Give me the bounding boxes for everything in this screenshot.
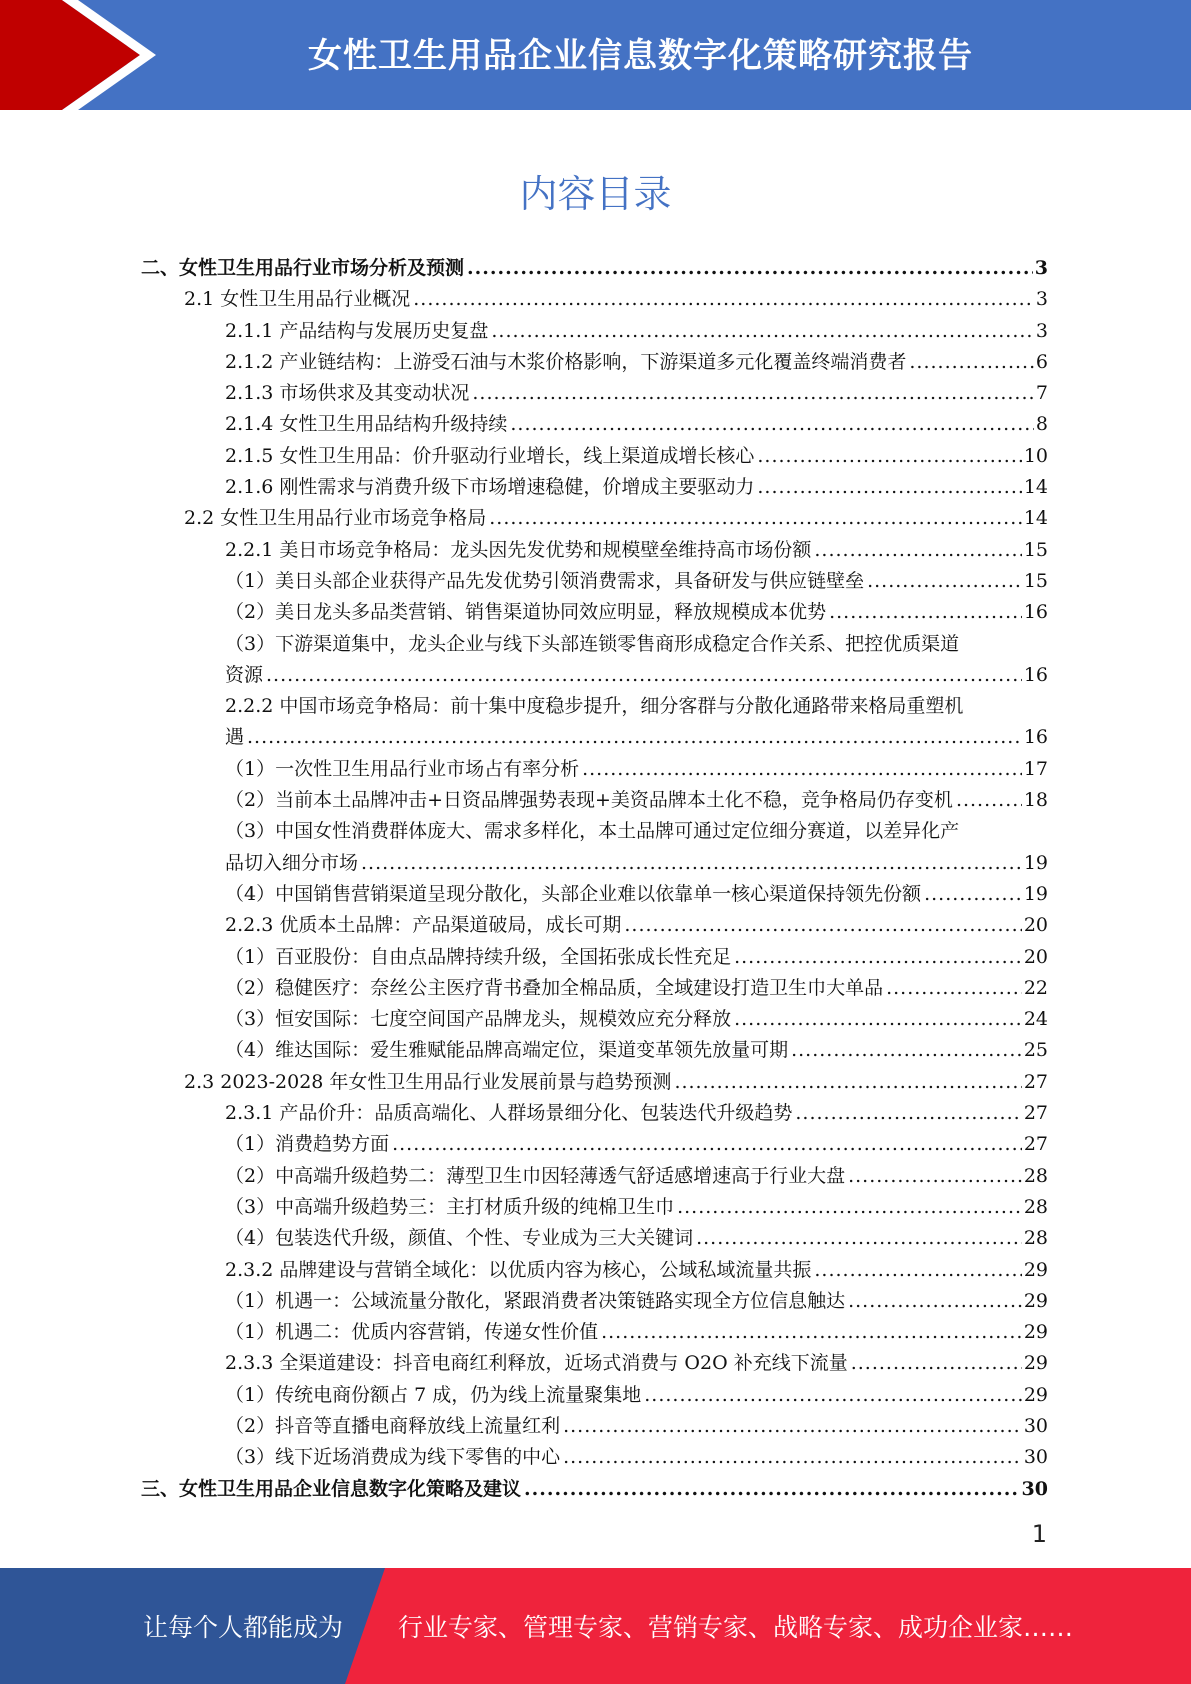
toc-entry[interactable]	[141, 1286, 1048, 1317]
toc-entry-text: 2.2 女性卫生用品行业市场竞争格局	[184, 507, 487, 530]
toc-entry-text: 品切入细分市场	[225, 851, 359, 874]
toc-entry-page: 7	[1035, 382, 1048, 405]
toc-entry-text: 2.1.1 产品结构与发展历史复盘	[225, 319, 489, 342]
toc-leader-dots	[392, 1129, 1022, 1160]
toc-leader-dots	[677, 1192, 1022, 1223]
toc-entry-text: 遇	[225, 726, 245, 749]
toc-entry-text: （2）抖音等直播电商释放线上流量红利	[225, 1414, 561, 1437]
toc-entry-page: 16	[1023, 726, 1048, 749]
toc-leader-dots	[848, 1161, 1022, 1192]
toc-entry[interactable]	[141, 1161, 1048, 1192]
toc-entry-text: 资源	[225, 663, 264, 686]
toc-entry-page: 8	[1035, 413, 1048, 436]
toc-leader-dots	[696, 1223, 1022, 1254]
toc-leader-dots	[489, 503, 1022, 534]
toc-entry[interactable]	[141, 1004, 1048, 1035]
toc-entry-text: （1）一次性卫生用品行业市场占有率分析	[225, 757, 580, 780]
toc-leader-dots	[674, 1067, 1021, 1098]
toc-entry-text: 2.2.2 中国市场竞争格局：前十集中度稳步提升，细分客群与分散化通路带来格局重塑机	[225, 695, 964, 718]
toc-entry[interactable]	[141, 409, 1048, 440]
toc-entry[interactable]	[141, 378, 1048, 409]
toc-entry-text: （1）美日头部企业获得产品先发优势引领消费需求，具备研发与供应链壁垒	[225, 569, 865, 592]
toc-leader-dots	[924, 879, 1022, 910]
toc-leader-dots	[510, 409, 1034, 440]
toc-leader-dots	[563, 1411, 1022, 1442]
toc-entry-page: 30	[1023, 1446, 1048, 1469]
toc-entry[interactable]	[141, 316, 1048, 347]
toc-entry-page: 27	[1023, 1070, 1048, 1093]
toc-entry-text: （4）中国销售营销渠道呈现分散化，头部企业难以依靠单一核心渠道保持领先份额	[225, 882, 922, 905]
toc-entry-text: （2）稳健医疗：奈丝公主医疗背书叠加全棉品质，全域建设打造卫生巾大单品	[225, 976, 884, 999]
toc-leader-dots	[472, 378, 1034, 409]
toc-entry[interactable]	[141, 629, 1048, 660]
toc-entry-text: 2.3 2023-2028 年女性卫生用品行业发展前景与趋势预测	[184, 1070, 672, 1093]
toc-leader-dots	[624, 910, 1021, 941]
toc-entry-page: 14	[1023, 507, 1048, 530]
toc-entry-text: 2.2.3 优质本土品牌：产品渠道破局，成长可期	[225, 914, 622, 937]
toc-leader-dots	[909, 347, 1034, 378]
toc-leader-dots	[757, 472, 1021, 503]
toc-entry-text: （1）消费趋势方面	[225, 1133, 390, 1156]
toc-entry[interactable]	[141, 597, 1048, 628]
toc-entry[interactable]	[141, 691, 1048, 722]
toc-entry[interactable]	[141, 1317, 1048, 1348]
toc-entry-text: （4）包装迭代升级，颜值、个性、专业成为三大关键词	[225, 1227, 694, 1250]
toc-entry-text: （1）传统电商份额占 7 成，仍为线上流量聚集地	[225, 1383, 642, 1406]
toc-leader-dots	[524, 1474, 1020, 1505]
toc-entry-text: （3）中国女性消费群体庞大、需求多样化，本土品牌可通过定位细分赛道，以差异化产	[225, 820, 960, 843]
toc-leader-dots	[757, 441, 1021, 472]
toc-entry-page: 6	[1035, 350, 1048, 373]
toc-entry-text: （2）美日龙头多品类营销、销售渠道协同效应明显，释放规模成本优势	[225, 601, 827, 624]
toc-leader-dots	[734, 1004, 1022, 1035]
toc-entry[interactable]	[141, 253, 1048, 284]
toc-entry[interactable]	[141, 1223, 1048, 1254]
table-of-contents	[141, 253, 1048, 1505]
toc-entry[interactable]	[141, 754, 1048, 785]
toc-entry[interactable]	[141, 284, 1048, 315]
toc-entry[interactable]	[141, 1129, 1048, 1160]
toc-entry-page: 28	[1023, 1227, 1048, 1250]
toc-entry-text: （4）维达国际：爱生雅赋能品牌高端定位，渠道变革领先放量可期	[225, 1039, 789, 1062]
toc-entry-text: 2.1 女性卫生用品行业概况	[184, 288, 411, 311]
toc-leader-dots	[791, 1035, 1022, 1066]
toc-entry-page: 17	[1023, 757, 1048, 780]
toc-entry[interactable]	[141, 347, 1048, 378]
toc-entry-page: 27	[1023, 1102, 1048, 1125]
toc-entry-page: 3	[1034, 257, 1048, 279]
toc-leader-dots	[467, 253, 1033, 284]
toc-entry-text: （2）中高端升级趋势二：薄型卫生巾因轻薄透气舒适感增速高于行业大盘	[225, 1164, 846, 1187]
toc-entry[interactable]	[141, 441, 1048, 472]
toc-entry-text: （3）下游渠道集中，龙头企业与线下头部连锁零售商形成稳定合作关系、把控优质渠道	[225, 632, 960, 655]
toc-entry[interactable]	[141, 1380, 1048, 1411]
toc-entry[interactable]	[141, 1098, 1048, 1129]
toc-entry-page: 28	[1023, 1164, 1048, 1187]
toc-leader-dots	[851, 1348, 1022, 1379]
toc-entry-page: 28	[1023, 1195, 1048, 1218]
toc-entry[interactable]	[141, 566, 1048, 597]
toc-entry-text: （1）百亚股份：自由点品牌持续升级，全国拓张成长性充足	[225, 945, 732, 968]
toc-entry[interactable]	[141, 660, 1048, 691]
toc-entry-page: 30	[1023, 1414, 1048, 1437]
toc-entry-text: （2）当前本土品牌冲击+日资品牌强势表现+美资品牌本土化不稳，竞争格局仍存变机	[225, 789, 953, 812]
toc-entry[interactable]	[141, 1442, 1048, 1473]
toc-entry-page: 30	[1021, 1477, 1048, 1500]
toc-entry[interactable]	[141, 1067, 1048, 1098]
toc-entry[interactable]	[141, 942, 1048, 973]
toc-entry-text: 2.1.4 女性卫生用品结构升级持续	[225, 413, 508, 436]
footer-slogan-right: 行业专家、管理专家、营销专家、战略专家、成功企业家……	[398, 1613, 1074, 1642]
toc-entry[interactable]	[141, 816, 1048, 847]
toc-entry-text: （1）机遇二：优质内容营销，传递女性价值	[225, 1321, 599, 1344]
toc-entry-text: 2.1.5 女性卫生用品：价升驱动行业增长，线上渠道成增长核心	[225, 444, 755, 467]
toc-entry-page: 19	[1023, 882, 1048, 905]
toc-entry-page: 22	[1023, 976, 1048, 999]
toc-entry-text: 二、女性卫生用品行业市场分析及预测	[141, 257, 465, 279]
toc-entry-page: 25	[1023, 1039, 1048, 1062]
toc-entry[interactable]	[141, 1348, 1048, 1379]
toc-entry-page: 10	[1023, 444, 1048, 467]
toc-entry-text: 2.1.3 市场供求及其变动状况	[225, 382, 470, 405]
toc-entry-text: （1）机遇一：公域流量分散化，紧跟消费者决策链路实现全方位信息触达	[225, 1289, 846, 1312]
toc-leader-dots	[829, 597, 1022, 628]
toc-entry-page: 16	[1023, 663, 1048, 686]
toc-entry[interactable]	[141, 973, 1048, 1004]
toc-entry-page: 24	[1023, 1008, 1048, 1031]
toc-entry-text: （3）中高端升级趋势三：主打材质升级的纯棉卫生巾	[225, 1195, 675, 1218]
toc-entry-text: 三、女性卫生用品企业信息数字化策略及建议	[141, 1477, 522, 1500]
toc-entry-text: 2.3.1 产品价升：品质高端化、人群场景细分化、包装迭代升级趋势	[225, 1102, 793, 1125]
toc-entry-page: 29	[1023, 1352, 1048, 1375]
toc-entry-page: 18	[1023, 789, 1048, 812]
toc-entry-text: 2.3.3 全渠道建设：抖音电商红利释放，近场式消费与 O2O 补充线下流量	[225, 1352, 848, 1375]
toc-entry[interactable]	[141, 722, 1048, 753]
toc-entry[interactable]	[141, 848, 1048, 879]
toc-entry[interactable]	[141, 535, 1048, 566]
toc-leader-dots	[601, 1317, 1022, 1348]
toc-entry-page: 20	[1023, 914, 1048, 937]
toc-leader-dots	[848, 1286, 1022, 1317]
toc-entry-page: 20	[1023, 945, 1048, 968]
toc-entry-page: 15	[1023, 538, 1048, 561]
toc-entry-page: 15	[1023, 569, 1048, 592]
toc-entry-text: 2.2.1 美日市场竞争格局：龙头因先发优势和规模壁垒维持高市场份额	[225, 538, 812, 561]
toc-entry-page: 29	[1023, 1289, 1048, 1312]
toc-leader-dots	[956, 785, 1022, 816]
toc-entry[interactable]	[141, 879, 1048, 910]
toc-leader-dots	[563, 1442, 1022, 1473]
toc-entry-text: 2.1.6 刚性需求与消费升级下市场增速稳健，价增成主要驱动力	[225, 476, 755, 499]
toc-entry[interactable]	[141, 472, 1048, 503]
toc-entry[interactable]	[141, 1411, 1048, 1442]
toc-entry[interactable]	[141, 1474, 1048, 1505]
toc-entry-page: 29	[1023, 1321, 1048, 1344]
toc-heading: 内容目录	[519, 172, 672, 216]
report-title: 女性卫生用品企业信息数字化策略研究报告	[308, 35, 973, 76]
toc-leader-dots	[814, 535, 1021, 566]
toc-entry-page: 3	[1035, 319, 1048, 342]
toc-entry[interactable]	[141, 910, 1048, 941]
toc-entry[interactable]	[141, 1192, 1048, 1223]
toc-entry[interactable]	[141, 785, 1048, 816]
toc-leader-dots	[247, 722, 1022, 753]
toc-entry-text: （3）线下近场消费成为线下零售的中心	[225, 1446, 561, 1469]
header-red-chevron-icon	[0, 0, 160, 110]
toc-entry-page: 27	[1023, 1133, 1048, 1156]
toc-leader-dots	[644, 1380, 1022, 1411]
header-band	[0, 0, 1191, 110]
toc-entry[interactable]	[141, 1035, 1048, 1066]
toc-entry-text: （3）恒安国际：七度空间国产品牌龙头，规模效应充分释放	[225, 1008, 732, 1031]
toc-entry-text: 2.3.2 品牌建设与营销全域化：以优质内容为核心，公域私域流量共振	[225, 1258, 812, 1281]
toc-leader-dots	[582, 754, 1022, 785]
toc-entry-page: 29	[1023, 1383, 1048, 1406]
toc-leader-dots	[867, 566, 1022, 597]
toc-leader-dots	[795, 1098, 1021, 1129]
toc-entry-page: 29	[1023, 1258, 1048, 1281]
footer-slogan-left: 让每个人都能成为	[143, 1613, 344, 1642]
toc-entry-page: 16	[1023, 601, 1048, 624]
footer-band	[0, 1568, 1191, 1684]
toc-entry-text: 2.1.2 产业链结构：上游受石油与木浆价格影响，下游渠道多元化覆盖终端消费者	[225, 350, 907, 373]
toc-leader-dots	[361, 848, 1022, 879]
toc-entry-page: 14	[1023, 476, 1048, 499]
toc-leader-dots	[266, 660, 1022, 691]
page-number: 1	[1031, 1520, 1047, 1548]
toc-leader-dots	[491, 316, 1034, 347]
toc-entry[interactable]	[141, 1255, 1048, 1286]
toc-leader-dots	[886, 973, 1022, 1004]
toc-leader-dots	[734, 942, 1022, 973]
toc-entry-page: 19	[1023, 851, 1048, 874]
toc-entry[interactable]	[141, 503, 1048, 534]
toc-leader-dots	[413, 284, 1034, 315]
toc-leader-dots	[814, 1255, 1021, 1286]
toc-entry-page: 3	[1035, 288, 1048, 311]
